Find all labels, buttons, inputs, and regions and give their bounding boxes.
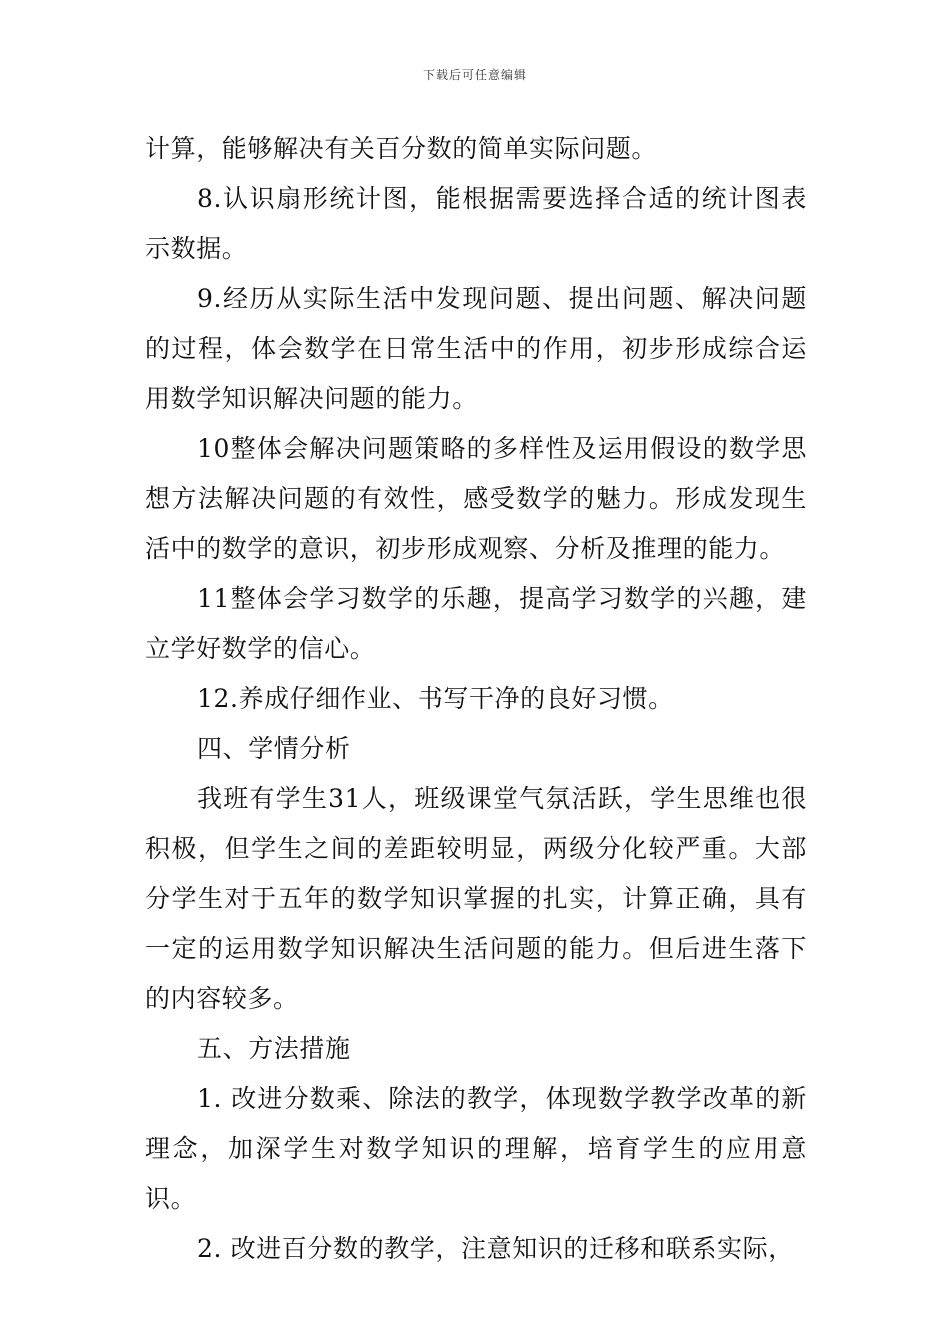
paragraph-method-2: 2. 改进百分数的教学，注意知识的迁移和联系实际，	[197, 1234, 794, 1263]
section-heading-student-analysis: 四、学情分析	[197, 734, 351, 763]
paragraph-item-12: 12.养成仔细作业、书写干净的良好习惯。	[197, 684, 674, 713]
document-body	[145, 124, 807, 1274]
paragraph-method-1: 1. 改进分数乘、除法的教学，体现数学教学改革的新理念，加深学生对数学知识的理解，培育学生的应用意识。	[145, 1084, 807, 1213]
paragraph-item-10: 10整体会解决问题策略的多样性及运用假设的数学思想方法解决问题的有效性，感受数学的魅力。形成发现生活中的数学的意识，初步形成观察、分析及推理的能力。	[145, 434, 807, 563]
page-header: 下载后可任意编辑	[422, 68, 527, 82]
paragraph-item-11: 11整体会学习数学的乐趣，提高学习数学的兴趣，建立学好数学的信心。	[145, 584, 807, 663]
paragraph-item-8: 8.认识扇形统计图，能根据需要选择合适的统计图表示数据。	[145, 184, 807, 263]
section-heading-methods: 五、方法措施	[197, 1034, 351, 1063]
paragraph-student-analysis: 我班有学生31人，班级课堂气氛活跃，学生思维也很积极，但学生之间的差距较明显，两级分化较严重。大部分学生对于五年的数学知识掌握的扎实，计算正确，具有一定的运用数学知识解决生活问题的能力。但后进生落下的内容较多。	[145, 784, 807, 1013]
paragraph-continuation: 计算，能够解决有关百分数的简单实际问题。	[145, 134, 658, 163]
paragraph-item-9: 9.经历从实际生活中发现问题、提出问题、解决问题的过程，体会数学在日常生活中的作用，初步形成综合运用数学知识解决问题的能力。	[145, 284, 807, 413]
